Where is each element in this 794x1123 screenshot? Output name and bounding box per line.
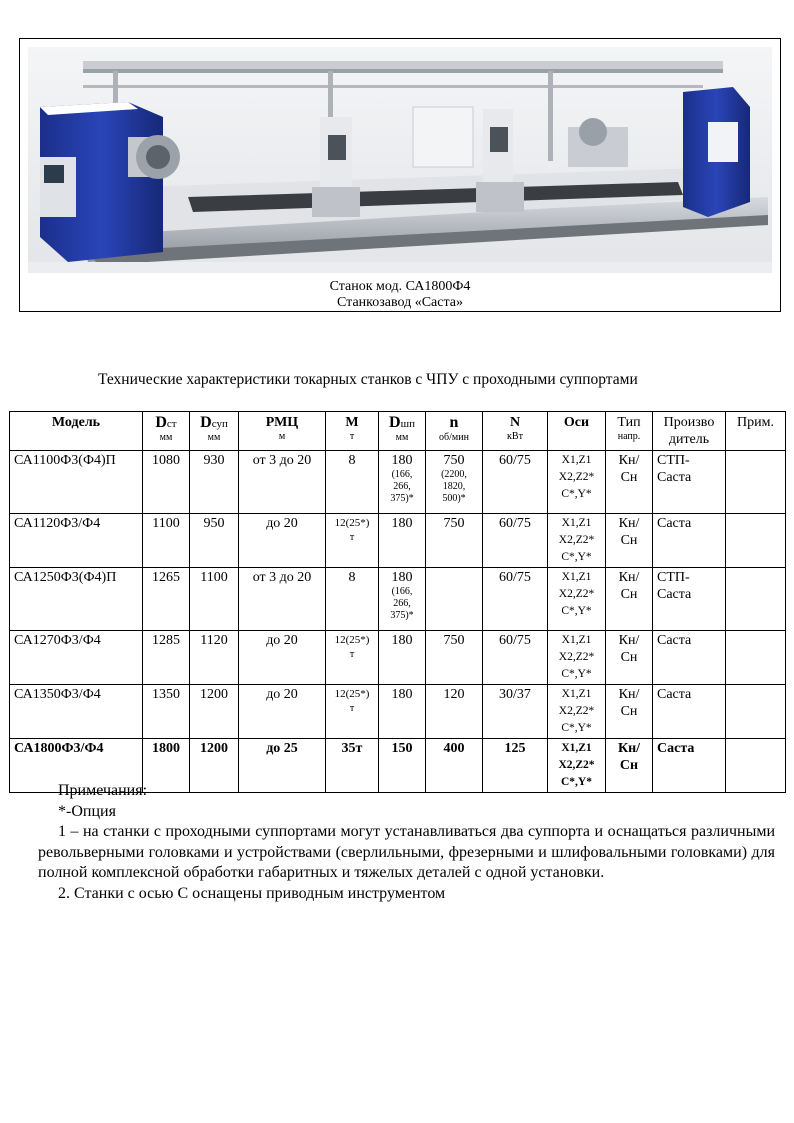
table-row — [10, 631, 786, 685]
cell-type: Кн/ Сн — [606, 514, 653, 568]
cell-speed: 750 — [426, 631, 483, 685]
cell-type: Кн/ Сн — [606, 568, 653, 631]
table-header-row — [10, 412, 786, 451]
cell-axes: X1,Z1 X2,Z2* C*,Y* — [548, 514, 606, 568]
cell-model: СА1120Ф3/Ф4 — [10, 514, 143, 568]
header-axes: Оси — [548, 412, 606, 451]
cell-axes: X1,Z1 X2,Z2* C*,Y* — [548, 631, 606, 685]
notes-item-2: 2. Станки с осью С оснащены приводным инструментом — [58, 884, 446, 902]
cell-mass: 12(25*) т — [326, 631, 379, 685]
cell-power: 125 — [483, 739, 548, 793]
notes-option: *-Опция — [58, 802, 116, 820]
header-dst: Dст мм — [143, 412, 190, 451]
cell-power: 60/75 — [483, 568, 548, 631]
cell-dst: 1100 — [143, 514, 190, 568]
table-row — [10, 514, 786, 568]
cell-type: Кн/ Сн — [606, 451, 653, 514]
photo-caption-model: Станок мод. СА1800Ф4 — [329, 279, 471, 294]
cell-rmc: от 3 до 20 — [239, 451, 326, 514]
cell-model: СА1250Ф3(Ф4)П — [10, 568, 143, 631]
notes-item-1: 1 – на станки с проходными суппортами могут устанавливаться два суппорта и оснащаться различными револьверными головками и устройствами (сверлильными, фрезерными и шлифовальными головками) для полной комплексной обработки габаритных и тяжелых деталей с одной установки. — [38, 823, 775, 881]
cell-dshp: 180 — [379, 631, 426, 685]
header-maker: Произво дитель — [653, 412, 726, 451]
cell-rmc: от 3 до 20 — [239, 568, 326, 631]
cell-axes: X1,Z1 X2,Z2* C*,Y* — [548, 451, 606, 514]
cell-type: Кн/ Сн — [606, 739, 653, 793]
cell-dshp: 150 — [379, 739, 426, 793]
cell-power: 60/75 — [483, 514, 548, 568]
cell-speed: 750 (2200, 1820, 500)* — [426, 451, 483, 514]
cell-dshp: 180 (166, 266, 375)* — [379, 451, 426, 514]
cell-dshp: 180 — [379, 685, 426, 739]
header-rmc: РМЦ м — [239, 412, 326, 451]
cell-speed: 400 — [426, 739, 483, 793]
cell-model: СА1270Ф3/Ф4 — [10, 631, 143, 685]
cell-note — [726, 514, 786, 568]
cell-rmc: до 25 — [239, 739, 326, 793]
table-row — [10, 568, 786, 631]
cell-rmc: до 20 — [239, 514, 326, 568]
cell-dsup: 1100 — [190, 568, 239, 631]
cell-rmc: до 20 — [239, 685, 326, 739]
cell-dst: 1285 — [143, 631, 190, 685]
header-mass: М т — [326, 412, 379, 451]
notes-section — [38, 781, 775, 904]
cell-speed: 750 — [426, 514, 483, 568]
cell-note — [726, 568, 786, 631]
cell-axes: X1,Z1 X2,Z2* C*,Y* — [548, 685, 606, 739]
cell-maker: Саста — [653, 514, 726, 568]
cell-dst: 1800 — [143, 739, 190, 793]
header-dshp: Dшп мм — [379, 412, 426, 451]
cell-mass: 12(25*) т — [326, 514, 379, 568]
cell-mass: 8 — [326, 568, 379, 631]
cell-mass: 8 — [326, 451, 379, 514]
header-type: Тип напр. — [606, 412, 653, 451]
cell-power: 60/75 — [483, 451, 548, 514]
cell-model: СА1350Ф3/Ф4 — [10, 685, 143, 739]
cell-dshp: 180 — [379, 514, 426, 568]
header-speed: n об/мин — [426, 412, 483, 451]
table-heading: Технические характеристики токарных станков с ЧПУ с проходными суппортами — [98, 371, 638, 388]
cell-type: Кн/ Сн — [606, 631, 653, 685]
machine-photo — [28, 47, 772, 273]
cell-note — [726, 631, 786, 685]
cell-note — [726, 685, 786, 739]
table-row — [10, 451, 786, 514]
cell-power: 60/75 — [483, 631, 548, 685]
cell-maker: Саста — [653, 685, 726, 739]
cell-maker: Саста — [653, 631, 726, 685]
cell-power: 30/37 — [483, 685, 548, 739]
header-power: N кВт — [483, 412, 548, 451]
cell-axes: X1,Z1 X2,Z2* C*,Y* — [548, 739, 606, 793]
specs-table — [9, 411, 786, 793]
cell-maker: Саста — [653, 739, 726, 793]
cell-type: Кн/ Сн — [606, 685, 653, 739]
cell-dst: 1080 — [143, 451, 190, 514]
cell-note — [726, 451, 786, 514]
cell-axes: X1,Z1 X2,Z2* C*,Y* — [548, 568, 606, 631]
cell-maker: СТП- Саста — [653, 568, 726, 631]
cell-dst: 1265 — [143, 568, 190, 631]
cell-dshp: 180 (166, 266, 375)* — [379, 568, 426, 631]
table-row — [10, 685, 786, 739]
header-dsup: Dсуп мм — [190, 412, 239, 451]
header-note: Прим. — [726, 412, 786, 451]
cell-dsup: 950 — [190, 514, 239, 568]
header-model: Модель — [10, 412, 143, 451]
cell-speed: 120 — [426, 685, 483, 739]
cell-dst: 1350 — [143, 685, 190, 739]
cell-mass: 12(25*) т — [326, 685, 379, 739]
cell-mass: 35т — [326, 739, 379, 793]
photo-caption-factory: Станкозавод «Саста» — [337, 295, 463, 310]
cell-dsup: 1120 — [190, 631, 239, 685]
machine-photo-frame — [19, 38, 781, 312]
cell-dsup: 1200 — [190, 739, 239, 793]
cell-maker: СТП- Саста — [653, 451, 726, 514]
cell-model: СА1800Ф3/Ф4 — [10, 739, 143, 793]
cell-dsup: 930 — [190, 451, 239, 514]
notes-title: Примечания: — [58, 782, 148, 799]
cell-model: СА1100Ф3(Ф4)П — [10, 451, 143, 514]
cell-dsup: 1200 — [190, 685, 239, 739]
cell-speed — [426, 568, 483, 631]
cell-rmc: до 20 — [239, 631, 326, 685]
